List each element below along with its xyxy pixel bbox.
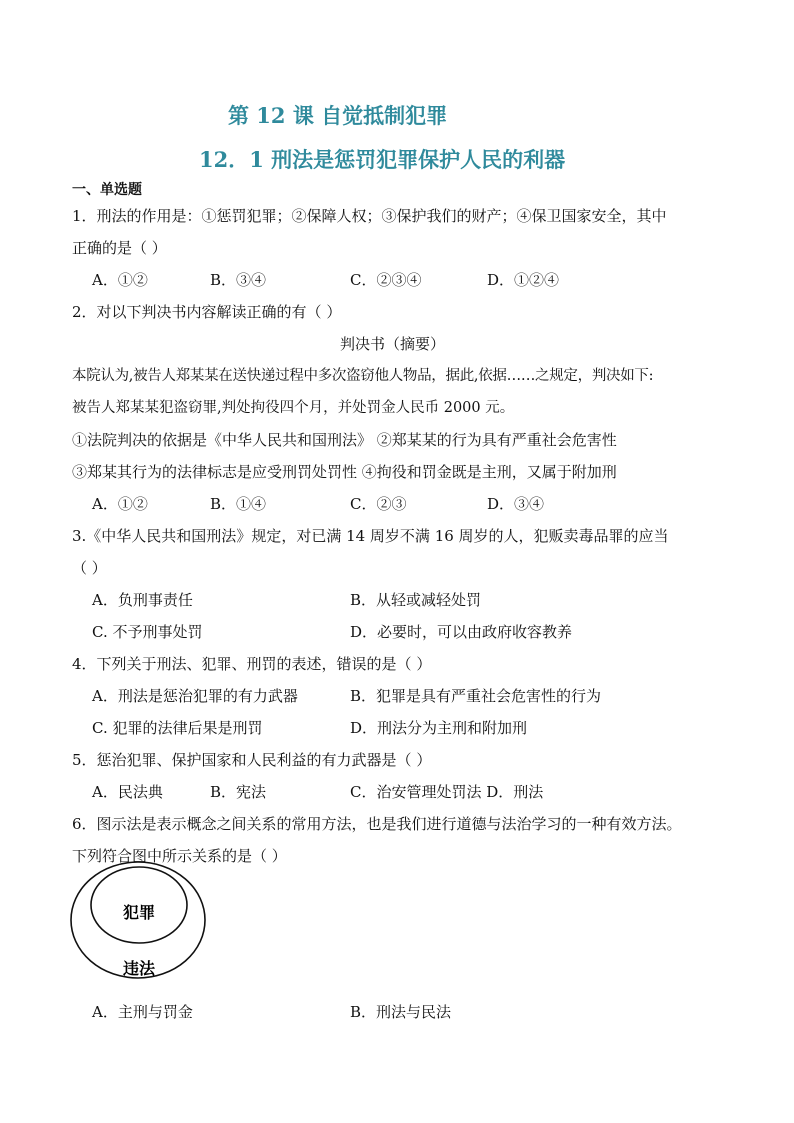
outer-label: 违法 [122,959,156,978]
question-5-stem: 5．惩治犯罪、保护国家和人民利益的有力武器是（ ） [72,751,432,769]
question-2-stem: 2．对以下判决书内容解读正确的有（ ） [72,303,342,321]
question-4-option-c[interactable]: C. 犯罪的法律后果是刑罚 [92,719,263,737]
question-2-statement-2: ③郑某其行为的法律标志是应受刑罚处罚性 ④拘役和罚金既是主刑，又属于附加刑 [72,463,617,481]
question-6-option-b[interactable]: B．刑法与民法 [350,1003,452,1021]
question-2-option-b[interactable]: B．①④ [210,495,267,513]
lesson-title: 第 12 课 自觉抵制犯罪 [228,103,448,128]
question-3-option-b[interactable]: B．从轻或减轻处罚 [350,591,482,609]
question-3-line-2: （ ） [72,559,107,577]
section-label: 一、单选题 [72,182,142,198]
question-6-line-2: 下列符合图中所示关系的是（ ） [72,847,287,865]
question-1-option-d[interactable]: D．①②④ [487,271,560,289]
question-6-option-a[interactable]: A．主刑与罚金 [92,1003,193,1021]
question-6-line-1: 6．图示法是表示概念之间关系的常用方法，也是我们进行道德与法治学习的一种有效方法。 [72,815,682,833]
judgment-doc-line-1: 本院认为,被告人郑某某在送快递过程中多次盗窃他人物品，据此,依据……之规定，判决如下: [72,368,654,384]
question-3-option-c[interactable]: C. 不予刑事处罚 [92,623,203,641]
question-4-option-b[interactable]: B．犯罪是具有严重社会危害性的行为 [350,687,602,705]
question-1-line-2: 正确的是（ ） [72,239,167,257]
question-2-statement-1: ①法院判决的依据是《中华人民共和国刑法》 ②郑某某的行为具有严重社会危害性 [72,431,617,449]
question-4-option-a[interactable]: A．刑法是惩治犯罪的有力武器 [92,687,298,705]
inner-label: 犯罪 [122,903,156,922]
question-2-option-c[interactable]: C．②③ [350,495,407,513]
question-1-option-a[interactable]: A．①② [92,271,148,289]
question-1-option-b[interactable]: B．③④ [210,271,267,289]
question-2-option-d[interactable]: D．③④ [487,495,545,513]
question-3-option-d[interactable]: D．必要时，可以由政府收容教养 [350,623,573,641]
question-2-option-a[interactable]: A．①② [92,495,148,513]
question-4-stem: 4．下列关于刑法、犯罪、刑罚的表述，错误的是（ ） [72,655,432,673]
judgment-doc-line-2: 被告人郑某某犯盗窃罪,判处拘役四个月，并处罚金人民币 2000 元。 [72,400,515,416]
question-5-option-c-d[interactable]: C．治安管理处罚法 D．刑法 [350,783,544,801]
question-3-line-1: 3.《中华人民共和国刑法》规定，对已满 14 周岁不满 16 周岁的人，犯贩卖毒品罪的应当 [72,527,669,545]
venn-diagram [66,860,216,984]
question-4-option-d[interactable]: D．刑法分为主刑和附加刑 [350,719,528,737]
question-1-option-c[interactable]: C．②③④ [350,271,422,289]
question-5-option-b[interactable]: B．宪法 [210,783,267,801]
judgment-doc-title: 判决书（摘要） [340,335,446,353]
section-title: 12．1 刑法是惩罚犯罪保护人民的利器 [199,147,566,172]
question-1-line-1: 1．刑法的作用是：①惩罚犯罪；②保障人权；③保护我们的财产；④保卫国家安全，其中 [72,207,667,225]
question-5-option-a[interactable]: A．民法典 [92,783,163,801]
question-3-option-a[interactable]: A．负刑事责任 [92,591,193,609]
